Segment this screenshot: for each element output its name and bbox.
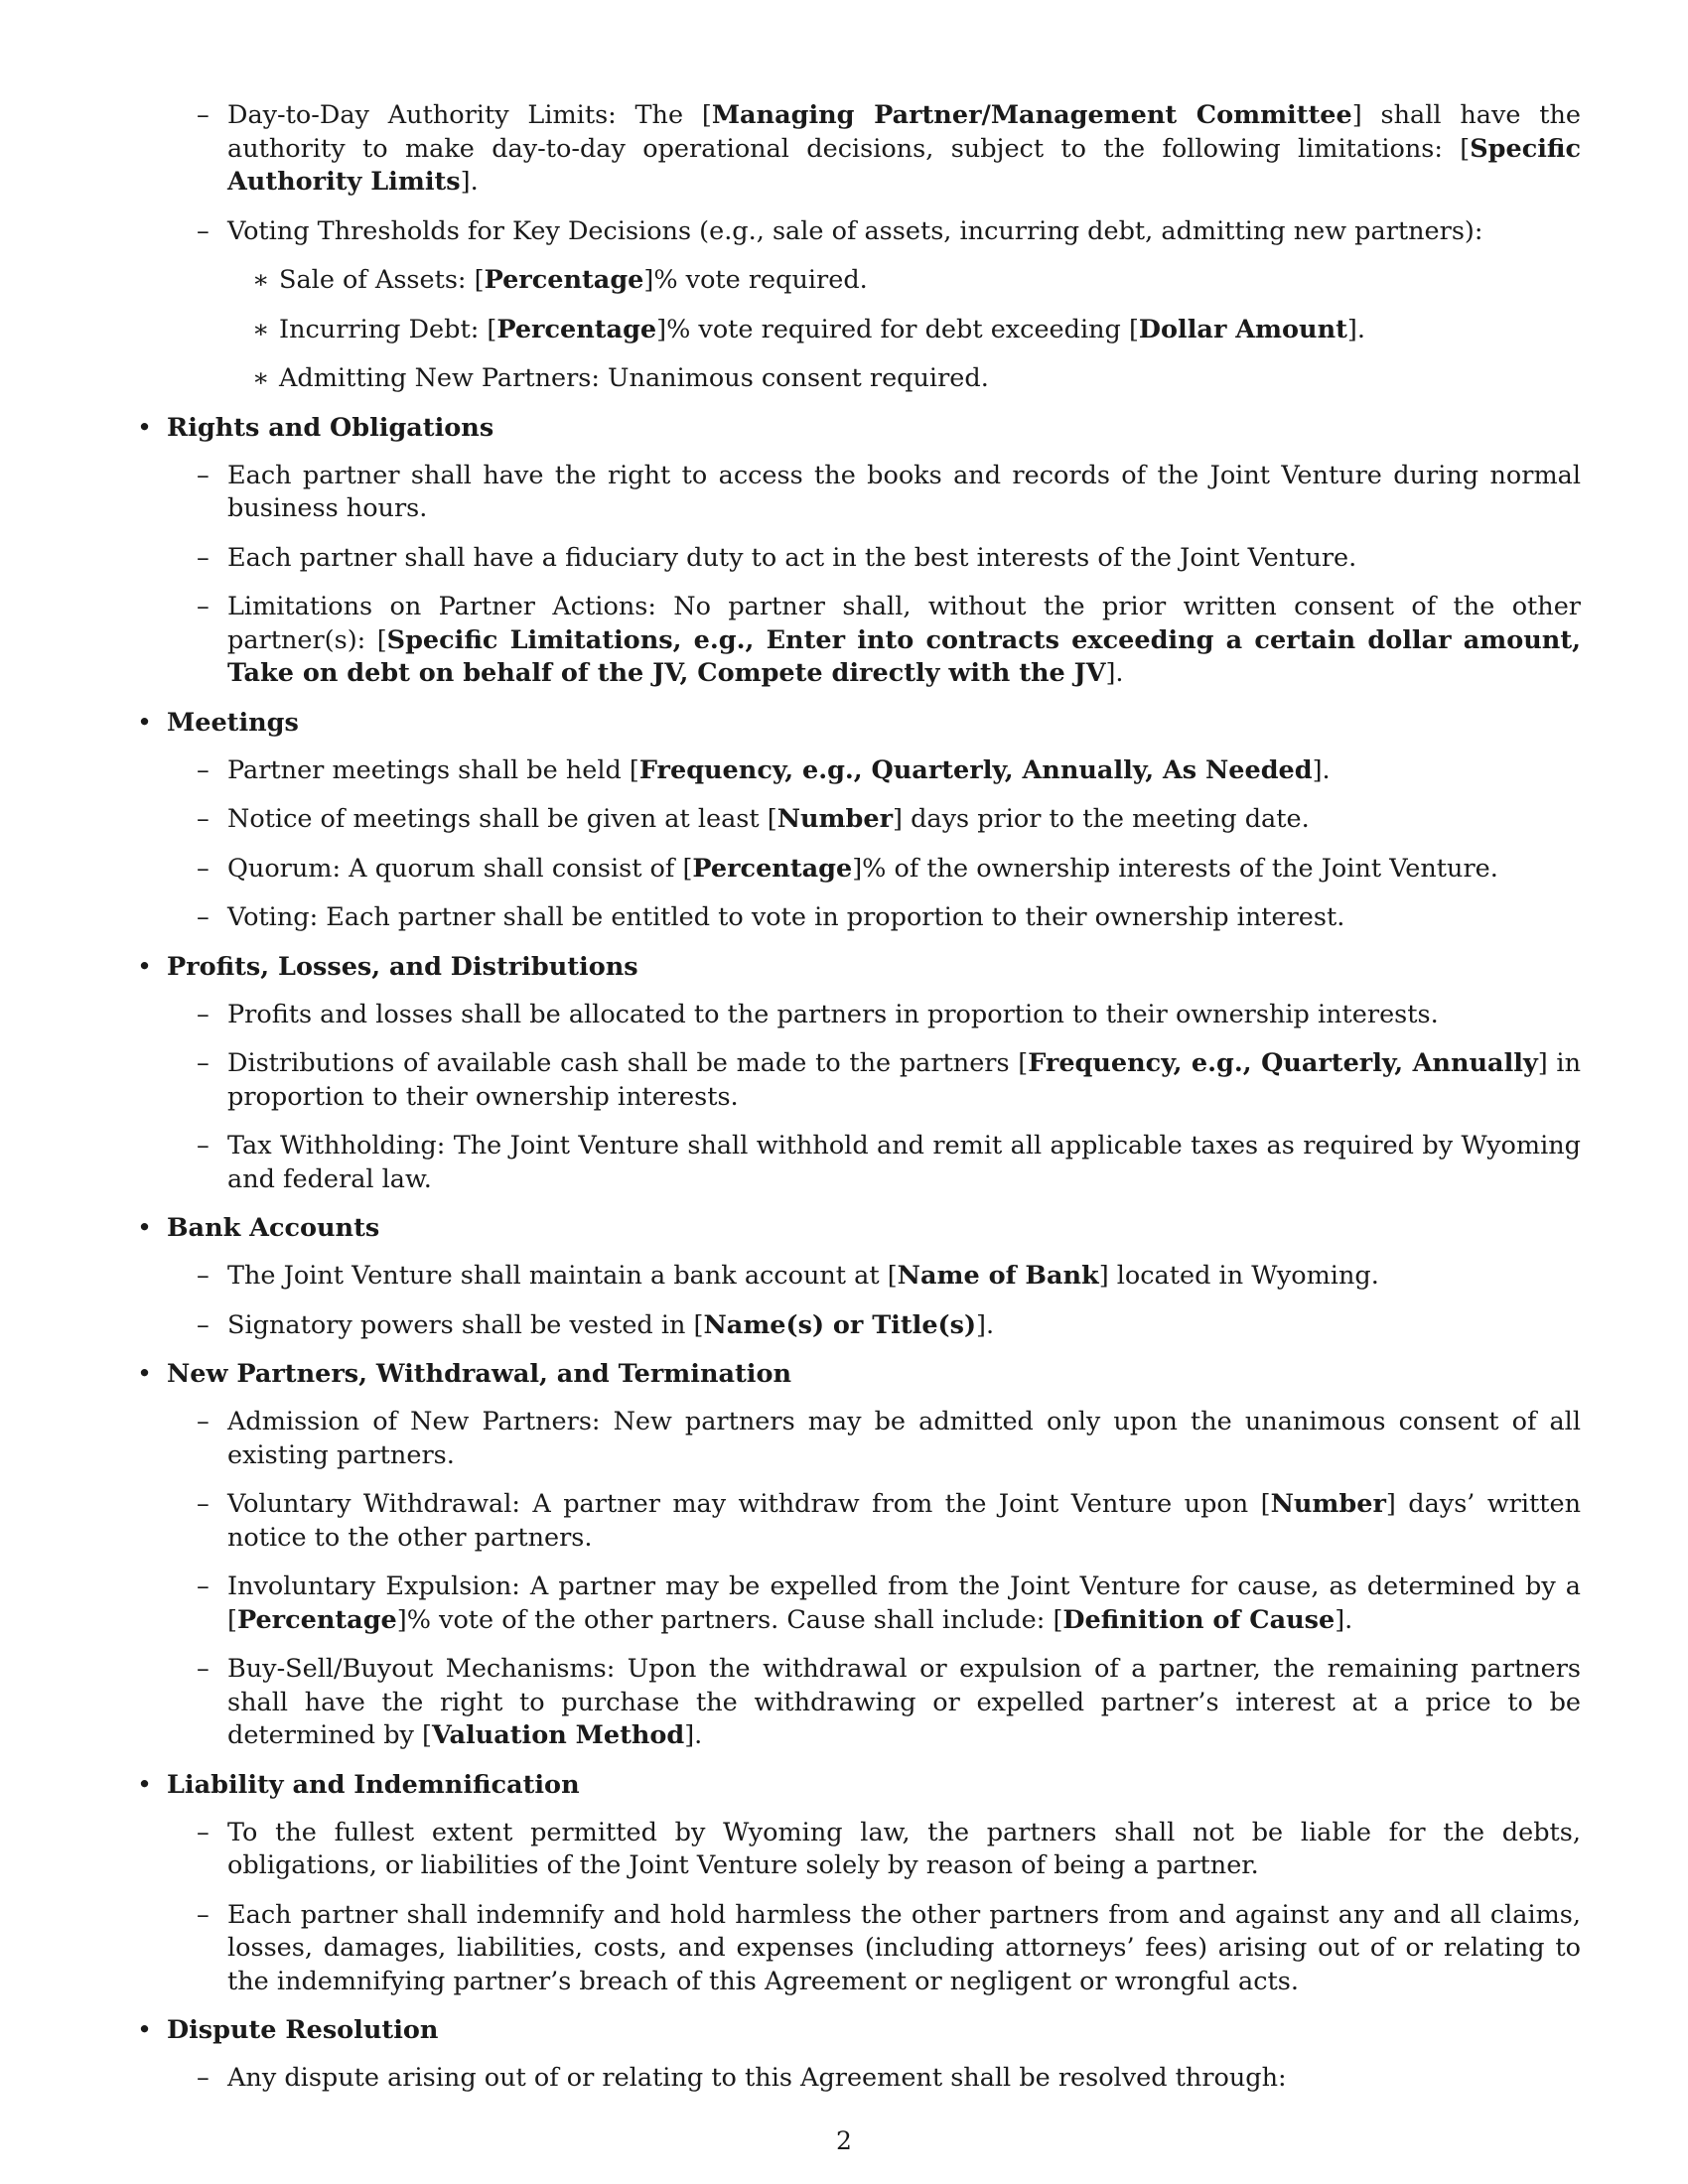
dash-bullet: – (197, 1654, 210, 1684)
text: ]. (1346, 314, 1365, 344)
text: ]. (1335, 1604, 1353, 1635)
placeholder-text: Name(s) or Title(s) (703, 1309, 977, 1340)
document-body (137, 99, 1581, 2112)
placeholder-text: Specific Limitations, e.g., Enter into contracts exceeding a certain dollar amount, Take on debt on behalf of the JV, Compete directly with the JV (227, 624, 1581, 688)
text: ] shall have the authority to make day-to-day operational decisions, subject to the following limitations: [ (227, 100, 1581, 164)
text: To the fullest extent permitted by Wyoming law, the partners shall not be liable for the debts, obligations, or liabilities of the Joint Venture solely by reason of being a partner. (227, 1817, 1581, 1880)
section-liability (137, 1769, 1581, 1999)
dash-bullet: – (197, 999, 210, 1029)
list-item (167, 1309, 1581, 1343)
placeholder-text: Specific Authority Limits (227, 133, 1581, 197)
heading-text: Meetings (167, 707, 299, 738)
text: Each partner shall have a fiduciary duty to act in the best interests of the Joint Venture. (227, 542, 1357, 573)
star-bullet: ∗ (252, 314, 270, 344)
list-item (167, 1260, 1581, 1294)
list-item (167, 1899, 1581, 1999)
text: Partner meetings shall be held [ (227, 754, 639, 785)
list-item (167, 754, 1581, 788)
dash-bullet: – (197, 542, 210, 573)
dash-bullet: – (197, 1407, 210, 1436)
placeholder-text: Dollar Amount (1138, 314, 1347, 344)
heading-text: Bank Accounts (167, 1213, 380, 1243)
list-item-voting-thresholds (167, 215, 1581, 249)
dash-bullet: – (197, 2063, 210, 2093)
text: Buy-Sell/Buyout Mechanisms: Upon the withdrawal or expulsion of a partner, the remaining partners shall have the right to purchase the withdrawing or expelled partner’s interest at a price to be determined by [ (227, 1654, 1581, 1750)
bullet-dot: • (137, 1213, 153, 1243)
text: Incurring Debt: [ (279, 314, 497, 344)
text: ]% vote required for debt exceeding [ (656, 314, 1139, 344)
text: Sale of Assets: [ (279, 265, 485, 295)
list-item (167, 999, 1581, 1032)
bullet-dot: • (137, 707, 153, 738)
placeholder-text: Number (776, 804, 894, 834)
dash-bullet: – (197, 754, 210, 785)
text: ] days prior to the meeting date. (893, 804, 1310, 834)
dash-bullet: – (197, 1899, 210, 1930)
dash-bullet: – (197, 902, 210, 932)
sublist-item-admitting (167, 362, 1581, 396)
list-item (167, 460, 1581, 526)
heading-text: Rights and Obligations (167, 412, 494, 443)
text: Distributions of available cash shall be made to the partners [ (227, 1048, 1029, 1078)
placeholder-text: Frequency, e.g., Quarterly, Annually (1028, 1048, 1538, 1078)
text: Voting: Each partner shall be entitled to vote in proportion to their ownership interest. (227, 902, 1345, 932)
text: ]. (1312, 754, 1331, 785)
text: ] located in Wyoming. (1098, 1261, 1379, 1291)
text: ]% vote required. (643, 265, 868, 295)
dash-bullet: – (197, 1309, 210, 1340)
text: Each partner shall indemnify and hold harmless the other partners from and against any and all claims, losses, damages, liabilities, costs, and expenses (including attorneys’ fees) arising out of or relating to the indemnifying partner’s breach of this Agreement or negligent or wrongful acts. (227, 1899, 1581, 1996)
dash-bullet: – (197, 853, 210, 884)
text: Tax Withholding: The Joint Venture shall withhold and remit all applicable taxes as required by Wyoming and federal law. (227, 1131, 1581, 1194)
placeholder-text: Percentage (496, 314, 657, 344)
text: Limitations on Partner Actions: No partner shall, without the prior written consent of the other partner(s): [ (227, 592, 1581, 655)
page-number: 2 (836, 2126, 852, 2155)
text: Voluntary Withdrawal: A partner may withdraw from the Joint Venture upon [ (227, 1489, 1271, 1519)
placeholder-text: Definition of Cause (1062, 1604, 1336, 1635)
placeholder-text: Percentage (236, 1604, 397, 1635)
text: Signatory powers shall be vested in [ (227, 1309, 704, 1340)
section-meetings (137, 707, 1581, 935)
text: ]. (460, 167, 479, 197)
dash-bullet: – (197, 1261, 210, 1291)
section-heading (137, 1769, 1581, 1803)
list-item (167, 1047, 1581, 1114)
placeholder-text: Frequency, e.g., Quarterly, Annually, As Needed (638, 754, 1313, 785)
list-item (167, 2062, 1581, 2096)
bullet-dot: • (137, 951, 153, 982)
dash-bullet: – (197, 1131, 210, 1160)
text: ] in proportion to their ownership interests. (227, 1048, 1581, 1112)
dash-bullet: – (197, 1817, 210, 1847)
dash-bullet: – (197, 1048, 210, 1078)
list-item (167, 901, 1581, 935)
text: ]. (976, 1309, 995, 1340)
list-item (167, 1488, 1581, 1555)
dash-bullet: – (197, 1571, 210, 1601)
list-item (167, 1570, 1581, 1637)
section-bank (137, 1212, 1581, 1342)
placeholder-text: Valuation Method (432, 1720, 685, 1750)
bullet-dot: • (137, 2015, 153, 2045)
section-rights (137, 412, 1581, 691)
star-bullet: ∗ (252, 363, 270, 393)
section-heading (137, 707, 1581, 741)
text: Quorum: A quorum shall consist of [ (227, 853, 693, 884)
dash-bullet: – (197, 1489, 210, 1519)
list-item (167, 853, 1581, 887)
list-item (167, 1653, 1581, 1753)
heading-text: Profits, Losses, and Distributions (167, 951, 638, 982)
section-heading (137, 1358, 1581, 1392)
sublist-item-debt (167, 314, 1581, 347)
section-heading (137, 1212, 1581, 1246)
bullet-dot: • (137, 412, 153, 443)
list-item (167, 591, 1581, 691)
text: Admission of New Partners: New partners may be admitted only upon the unanimous consent of all existing partners. (227, 1407, 1581, 1470)
bullet-dot: • (137, 1359, 153, 1389)
list-item (167, 542, 1581, 576)
dash-bullet: – (197, 215, 210, 246)
text: Voting Thresholds for Key Decisions (e.g., sale of assets, incurring debt, admitting new partners): (227, 215, 1483, 246)
section-heading (137, 951, 1581, 985)
section-heading (137, 412, 1581, 446)
placeholder-text: Managing Partner/Management Committee (711, 100, 1352, 130)
dash-bullet: – (197, 460, 210, 490)
text: Each partner shall have the right to access the books and records of the Joint Venture during normal business hours. (227, 460, 1581, 523)
dash-bullet: – (197, 100, 210, 130)
placeholder-text: Name of Bank (897, 1261, 1099, 1291)
text: Any dispute arising out of or relating to this Agreement shall be resolved through: (227, 2063, 1287, 2093)
placeholder-text: Percentage (484, 265, 644, 295)
list-item (167, 1817, 1581, 1883)
list-item-authority (167, 99, 1581, 200)
heading-text: Dispute Resolution (167, 2015, 439, 2045)
text: Day-to-Day Authority Limits: The [ (227, 100, 712, 130)
section-heading (137, 2014, 1581, 2048)
text: Involuntary Expulsion: A partner may be expelled from the Joint Venture for cause, as determined by a [ (227, 1571, 1581, 1635)
section-profits (137, 951, 1581, 1197)
dash-bullet: – (197, 804, 210, 834)
bullet-dot: • (137, 1769, 153, 1800)
list-item (167, 803, 1581, 837)
text: ]. (1105, 658, 1124, 688)
section-partners (137, 1358, 1581, 1753)
dash-bullet: – (197, 592, 210, 621)
sublist-item-sale (167, 264, 1581, 298)
text: ]% vote of the other partners. Cause shall include: [ (396, 1604, 1063, 1635)
section-dispute (137, 2014, 1581, 2096)
placeholder-text: Percentage (692, 853, 853, 884)
heading-text: New Partners, Withdrawal, and Termination (167, 1359, 792, 1389)
text: Profits and losses shall be allocated to the partners in proportion to their ownership interests. (227, 999, 1439, 1029)
list-item (167, 1130, 1581, 1196)
placeholder-text: Number (1270, 1489, 1386, 1519)
text: ]% of the ownership interests of the Joint Venture. (852, 853, 1498, 884)
star-bullet: ∗ (252, 265, 270, 295)
text: Notice of meetings shall be given at least [ (227, 804, 777, 834)
text: Admitting New Partners: Unanimous consent required. (279, 363, 989, 393)
heading-text: Liability and Indemnification (167, 1769, 580, 1800)
text: The Joint Venture shall maintain a bank account at [ (227, 1261, 898, 1291)
list-item (167, 1406, 1581, 1472)
text: ]. (684, 1720, 703, 1750)
text: ] days’ written notice to the other partners. (227, 1489, 1581, 1553)
